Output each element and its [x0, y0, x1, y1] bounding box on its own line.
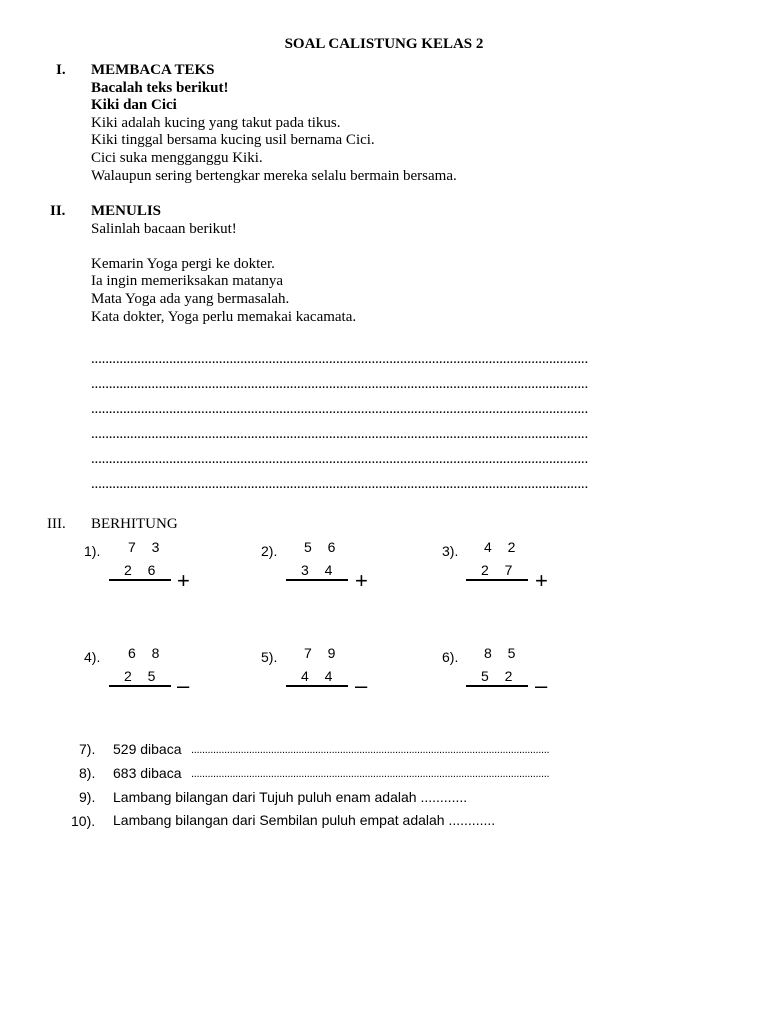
problem-bottom-number: 4 4 — [301, 668, 339, 684]
copy-text-line: Kata dokter, Yoga perlu memakai kacamata. — [91, 309, 357, 325]
writing-line[interactable]: ............................................................................................................................................ — [91, 451, 589, 467]
section-3-number: III. — [47, 516, 66, 532]
copy-text-line: Kemarin Yoga pergi ke dokter. — [91, 256, 275, 272]
difference-line — [466, 685, 528, 687]
section-2-number: II. — [50, 203, 66, 219]
question-text: 683 dibaca — [113, 765, 182, 781]
problem-label: 4). — [84, 649, 101, 665]
question-label: 7). — [79, 741, 96, 757]
question-text: Lambang bilangan dari Tujuh puluh enam adalah ............ — [113, 789, 468, 805]
story-line: Kiki adalah kucing yang takut pada tikus. — [91, 115, 341, 131]
problem-top-number: 6 8 — [128, 645, 166, 661]
minus-sign: – — [177, 673, 190, 698]
problem-label: 3). — [442, 543, 459, 559]
copy-text-line: Mata Yoga ada yang bermasalah. — [91, 291, 290, 307]
problem-label: 6). — [442, 649, 459, 665]
sum-line — [286, 579, 348, 581]
section-1-heading: MEMBACA TEKS — [91, 62, 215, 78]
problem-bottom-number: 2 6 — [124, 562, 162, 578]
story-line: Cici suka mengganggu Kiki. — [91, 150, 263, 166]
section-2-instruction: Salinlah bacaan berikut! — [91, 221, 237, 237]
answer-line[interactable]: .................................................................................................................................. — [191, 744, 550, 756]
problem-label: 5). — [261, 649, 278, 665]
problem-bottom-number: 5 2 — [481, 668, 519, 684]
section-2-heading: MENULIS — [91, 203, 162, 219]
writing-line[interactable]: ............................................................................................................................................ — [91, 351, 589, 367]
copy-text-line: Ia ingin memeriksakan matanya — [91, 273, 284, 289]
plus-sign: + — [177, 568, 190, 593]
plus-sign: + — [355, 568, 368, 593]
story-line: Walaupun sering bertengkar mereka selalu bermain bersama. — [91, 168, 457, 184]
problem-label: 2). — [261, 543, 278, 559]
writing-line[interactable]: ............................................................................................................................................ — [91, 376, 589, 392]
page-title: SOAL CALISTUNG KELAS 2 — [284, 36, 484, 52]
sum-line — [466, 579, 528, 581]
section-3-heading: BERHITUNG — [91, 516, 178, 532]
problem-top-number: 5 6 — [304, 539, 342, 555]
writing-line[interactable]: ............................................................................................................................................ — [91, 401, 589, 417]
problem-top-number: 4 2 — [484, 539, 522, 555]
minus-sign: – — [535, 673, 548, 698]
question-label: 9). — [79, 789, 96, 805]
writing-line[interactable]: ............................................................................................................................................ — [91, 476, 589, 492]
answer-line[interactable]: .................................................................................................................................. — [191, 768, 550, 780]
difference-line — [286, 685, 348, 687]
writing-line[interactable]: ............................................................................................................................................ — [91, 426, 589, 442]
sum-line — [109, 579, 171, 581]
section-1-instruction: Bacalah teks berikut! — [91, 80, 229, 96]
question-label: 10). — [71, 813, 96, 829]
problem-bottom-number: 2 5 — [124, 668, 162, 684]
minus-sign: – — [355, 673, 368, 698]
difference-line — [109, 685, 171, 687]
problem-label: 1). — [84, 543, 101, 559]
question-text: Lambang bilangan dari Sembilan puluh empat adalah ............ — [113, 812, 496, 828]
plus-sign: + — [535, 568, 548, 593]
problem-bottom-number: 2 7 — [481, 562, 519, 578]
story-line: Kiki tinggal bersama kucing usil bernama Cici. — [91, 132, 375, 148]
problem-top-number: 7 9 — [304, 645, 342, 661]
question-text: 529 dibaca — [113, 741, 182, 757]
problem-top-number: 8 5 — [484, 645, 522, 661]
problem-bottom-number: 3 4 — [301, 562, 339, 578]
question-label: 8). — [79, 765, 96, 781]
problem-top-number: 7 3 — [128, 539, 166, 555]
story-title: Kiki dan Cici — [91, 97, 177, 113]
section-1-number: I. — [56, 62, 66, 78]
